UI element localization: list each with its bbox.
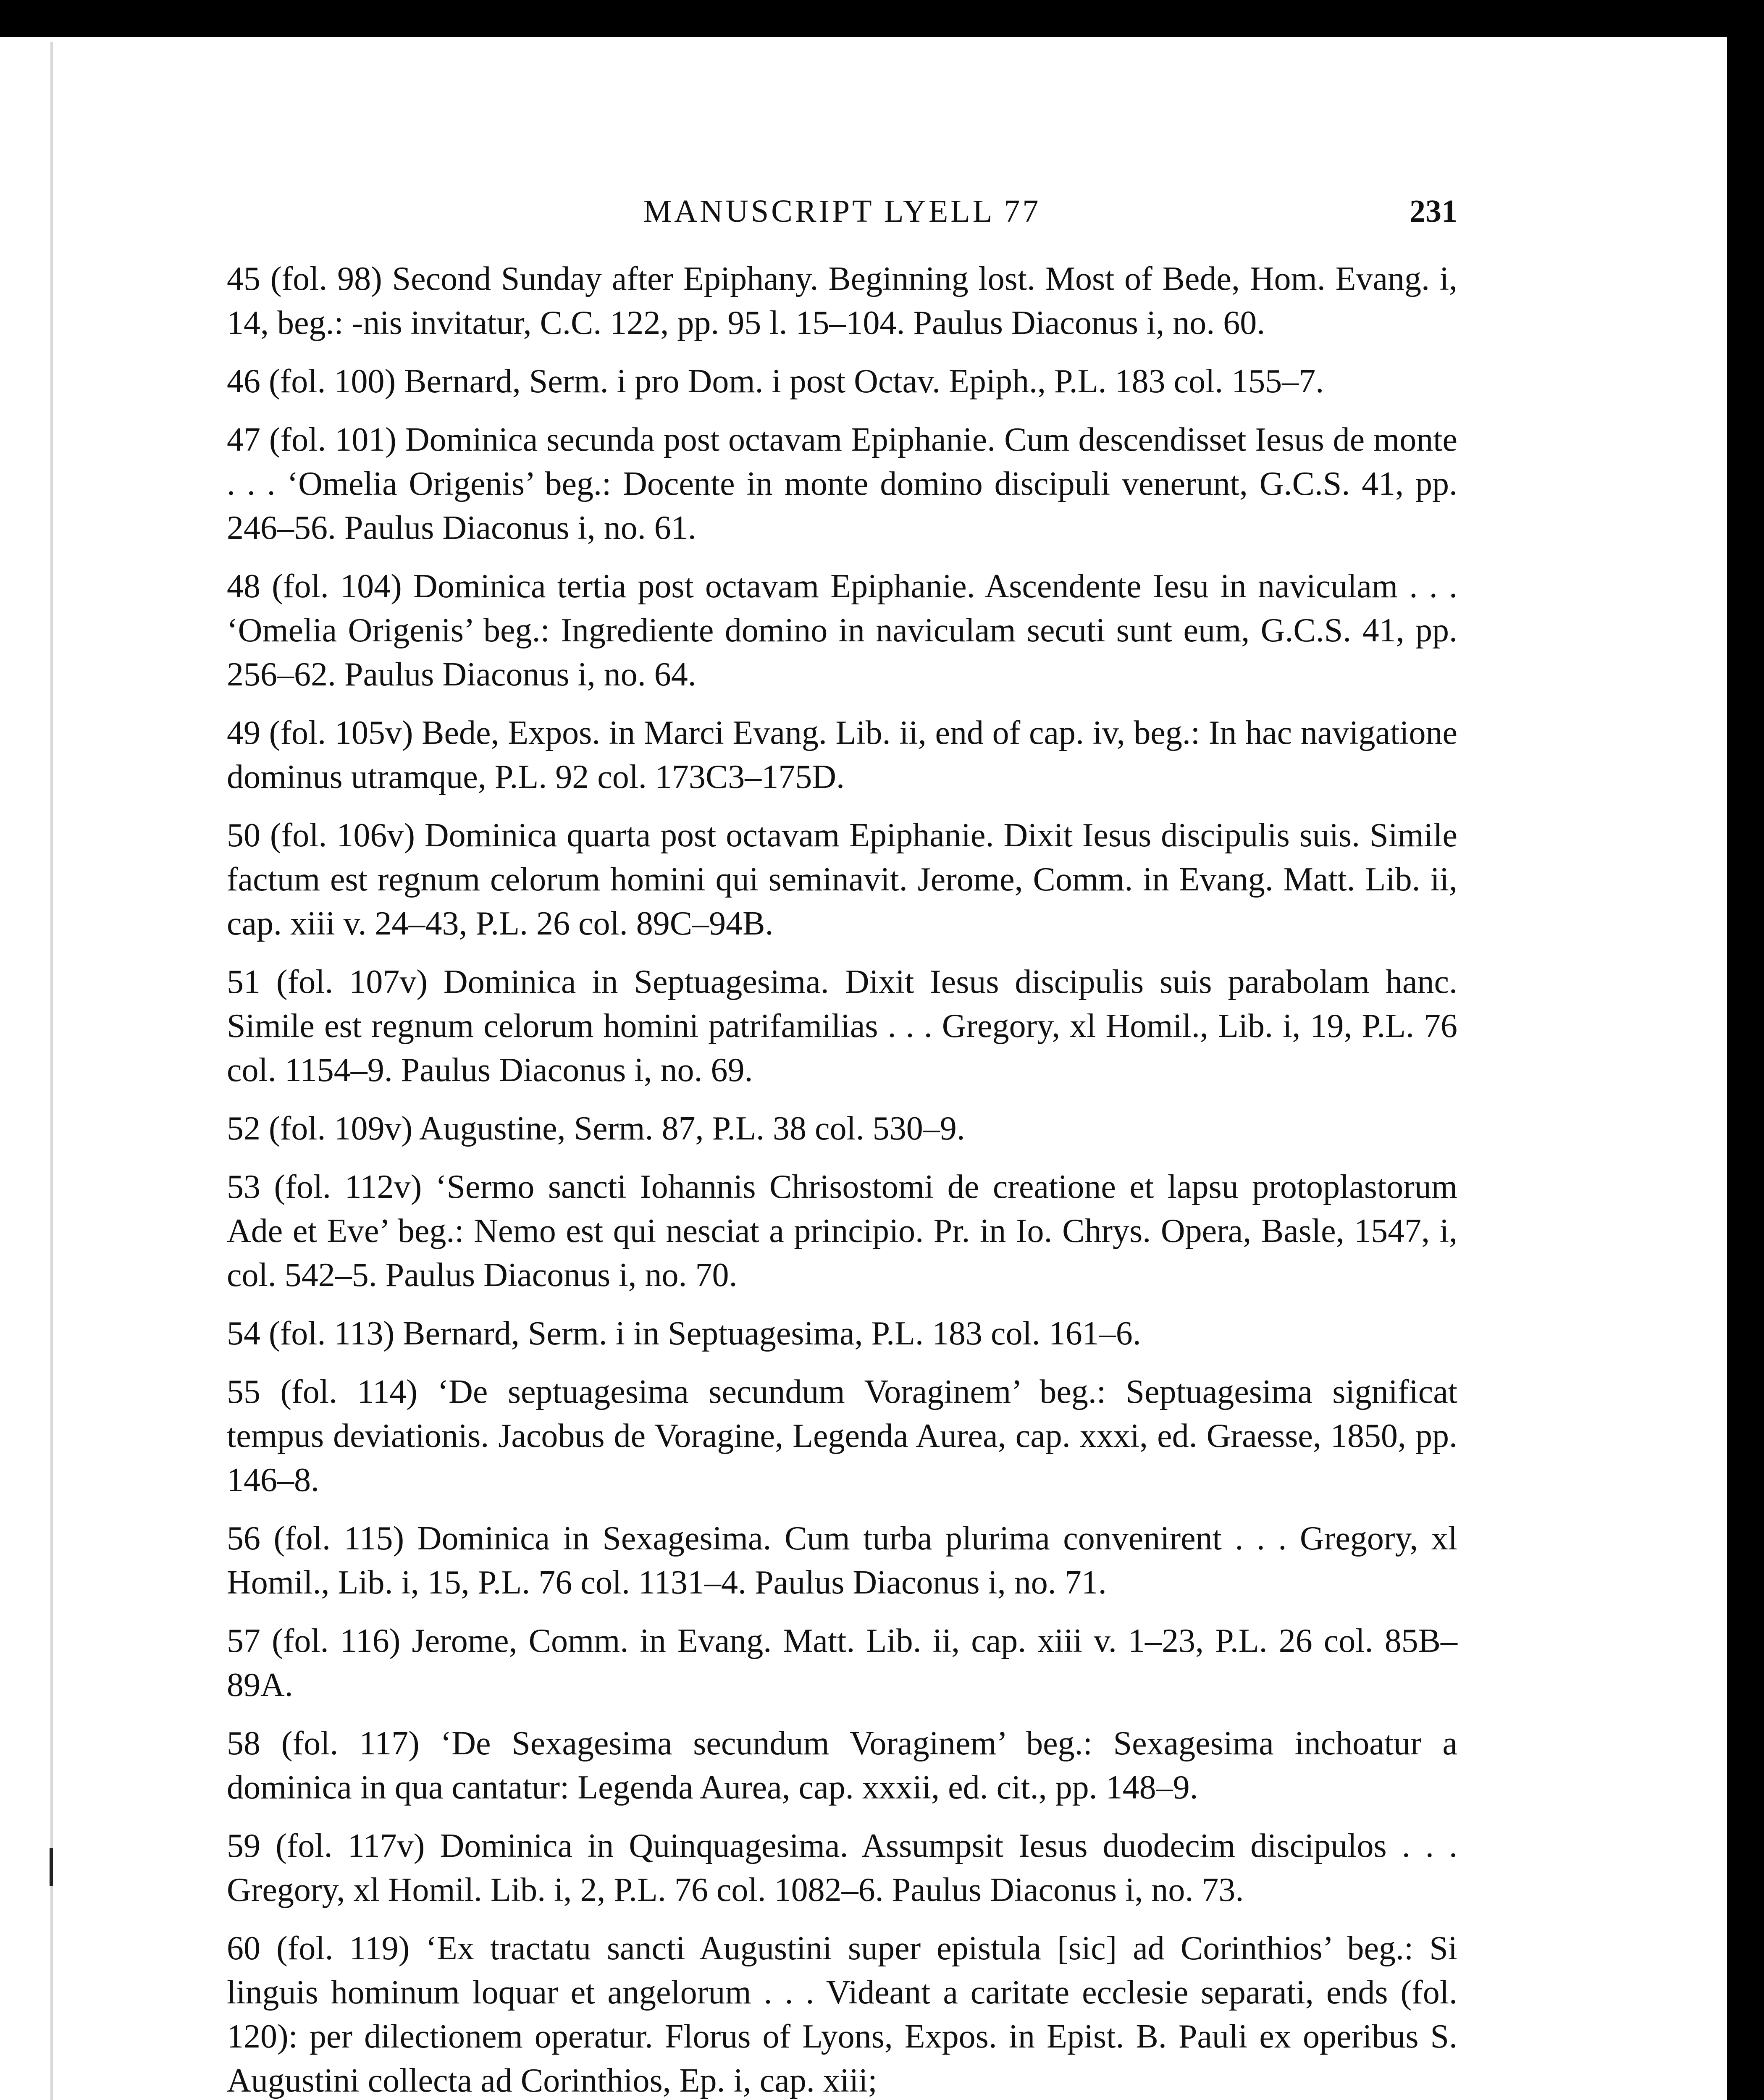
entry-text: 53 (fol. 112v) ‘Sermo sancti Iohannis Chrisostomi de creatione et lapsu protoplastorum Ade et Eve’ beg.: Nemo est qui nesciat a principio. Pr. in Io. Chrys. Opera, Basle, 1547, i, col. 542–5. Paulus Diaconus i, no. 70. [227,1168,1457,1294]
gutter-mark [50,1848,53,1886]
page-header [227,193,1457,244]
entry-text: 51 (fol. 107v) Dominica in Septuagesima. Dixit Iesus discipulis suis parabolam hanc. Simile est regnum celorum homini patrifamilias . . . Gregory, xl Homil., Lib. i, 19, P.L. 76 col. 1154–9. Paulus Diaconus i, no. 69. [227,963,1457,1089]
catalogue-entry [227,257,1457,345]
entry-text: 50 (fol. 106v) Dominica quarta post octavam Epiphanie. Dixit Iesus discipulis suis. Simile factum est regnum celorum homini qui seminavit. Jerome, Comm. in Evang. Matt. Lib. ii, cap. xiii v. 24–43, P.L. 26 col. 89C–94B. [227,817,1457,942]
catalogue-entry [227,960,1457,1092]
scan-border-top [0,0,1764,37]
entry-text: 46 (fol. 100) Bernard, Serm. i pro Dom. i post Octav. Epiph., P.L. 183 col. 155–7. [227,363,1324,400]
catalogue-entry [227,1619,1457,1707]
catalogue-entry [227,1824,1457,1912]
page-gutter-shadow [50,42,53,2100]
entry-text: 58 (fol. 117) ‘De Sexagesima secundum Voraginem’ beg.: Sexagesima inchoatur a dominica in qua cantatur: Legenda Aurea, cap. xxxii, ed. cit., pp. 148–9. [227,1725,1457,1806]
catalogue-entry [227,1107,1457,1151]
catalogue-entries [227,257,1457,2100]
page-number: 231 [1410,194,1457,229]
entry-text: 47 (fol. 101) Dominica secunda post octavam Epiphanie. Cum descendisset Iesus de monte . . . ‘Omelia Origenis’ beg.: Docente in monte domino discipuli venerunt, G.C.S. 41, pp. 246–56. Paulus Diaconus i, no. 61. [227,421,1457,546]
entry-text: 45 (fol. 98) Second Sunday after Epiphany. Beginning lost. Most of Bede, Hom. Evang. i, 14, beg.: -nis invitatur, C.C. 122, pp. 95 l. 15–104. Paulus Diaconus i, no. 60. [227,260,1457,341]
entry-text: 55 (fol. 114) ‘De septuagesima secundum Voraginem’ beg.: Septuagesima significat tempus deviationis. Jacobus de Voragine, Legenda Aurea, cap. xxxi, ed. Graesse, 1850, pp. 146–8. [227,1373,1457,1499]
catalogue-entry [227,418,1457,550]
catalogue-entry [227,1722,1457,1810]
entry-text: 54 (fol. 113) Bernard, Serm. i in Septuagesima, P.L. 183 col. 161–6. [227,1315,1141,1352]
catalogue-entry [227,1370,1457,1502]
catalogue-entry [227,360,1457,404]
catalogue-entry [227,814,1457,946]
entry-text: 52 (fol. 109v) Augustine, Serm. 87, P.L. 38 col. 530–9. [227,1110,965,1147]
catalogue-entry [227,1927,1457,2100]
catalogue-entry [227,711,1457,799]
catalogue-entry [227,564,1457,697]
catalogue-entry [227,1312,1457,1356]
catalogue-entry [227,1517,1457,1605]
catalogue-entry [227,1165,1457,1297]
entry-text: 59 (fol. 117v) Dominica in Quinquagesima. Assumpsit Iesus duodecim discipulos . . . Gregory, xl Homil. Lib. i, 2, P.L. 76 col. 1082–6. Paulus Diaconus i, no. 73. [227,1827,1457,1908]
scan-border-right [1727,0,1764,2100]
entry-text: 57 (fol. 116) Jerome, Comm. in Evang. Matt. Lib. ii, cap. xiii v. 1–23, P.L. 26 col. 85B–89A. [227,1622,1457,1704]
entry-text: 56 (fol. 115) Dominica in Sexagesima. Cum turba plurima convenirent . . . Gregory, xl Homil., Lib. i, 15, P.L. 76 col. 1131–4. Paulus Diaconus i, no. 71. [227,1520,1457,1601]
entry-text: 48 (fol. 104) Dominica tertia post octavam Epiphanie. Ascendente Iesu in naviculam . . . ‘Omelia Origenis’ beg.: Ingrediente domino in naviculam secuti sunt eum, G.C.S. 41, pp. 256–62. Paulus Diaconus i, no. 64. [227,568,1457,693]
entry-text: 49 (fol. 105v) Bede, Expos. in Marci Evang. Lib. ii, end of cap. iv, beg.: In hac navigatione dominus utramque, P.L. 92 col. 173C3–175D. [227,714,1457,795]
entry-text: 60 (fol. 119) ‘Ex tractatu sancti Augustini super epistula [sic] ad Corinthios’ beg.: Si linguis hominum loquar et angelorum . . . Videant a caritate ecclesie separati, ends (fol. 120): per dilectionem operatur. Florus of Lyons, Expos. in Epist. B. Pauli ex operibus S. Augustini collecta ad Corinthios, Ep. i, cap. xiii; [227,1930,1457,2099]
running-title: MANUSCRIPT LYELL 77 [643,194,1041,229]
